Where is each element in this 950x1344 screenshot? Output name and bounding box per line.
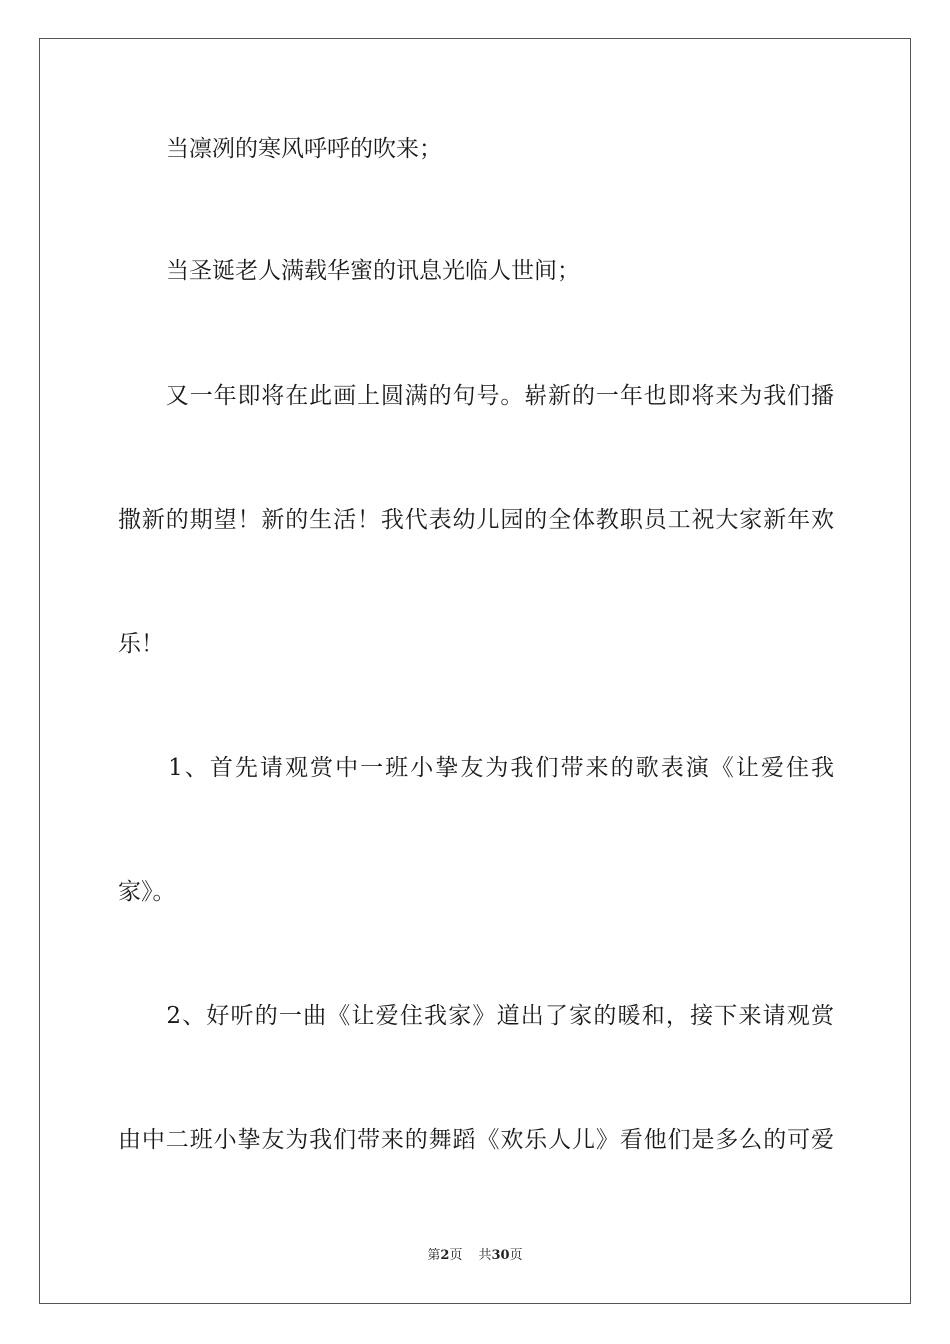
line-text: 乐！ <box>118 631 164 657</box>
line-text: 当圣诞老人满载华蜜的讯息光临人世间； <box>166 258 580 284</box>
paragraph-line-9 <box>118 1126 834 1154</box>
paragraph-line-8 <box>118 1002 834 1030</box>
total-prefix: 共 <box>478 1248 492 1263</box>
page-prefix: 第 <box>427 1248 441 1263</box>
paragraph-line-4 <box>118 506 834 534</box>
paragraph-line-5 <box>118 630 834 658</box>
paragraph-line-3 <box>118 382 834 410</box>
line-text: 又一年即将在此画上圆满的句号。崭新的一年也即将来为我们播 <box>118 383 834 409</box>
page-border <box>39 38 911 1304</box>
total-suffix: 页 <box>509 1248 523 1263</box>
line-text: 2、好听的一曲《让爱住我家》道出了家的暖和，接下来请观赏 <box>118 1003 834 1029</box>
line-text: 撒新的期望！新的生活！我代表幼儿园的全体教职员工祝大家新年欢 <box>118 507 834 533</box>
page-suffix: 页 <box>449 1248 463 1263</box>
page-footer <box>0 1247 950 1265</box>
paragraph-line-2 <box>118 257 834 285</box>
line-text: 1、首先请观赏中一班小挚友为我们带来的歌表演《让爱住我 <box>118 755 834 781</box>
paragraph-line-7 <box>118 878 834 906</box>
line-text: 由中二班小挚友为我们带来的舞蹈《欢乐人儿》看他们是多么的可爱 <box>118 1127 834 1153</box>
paragraph-line-1 <box>118 135 834 163</box>
paragraph-line-6 <box>118 754 834 782</box>
total-pages: 30 <box>491 1248 510 1263</box>
page-number: 2 <box>440 1248 450 1263</box>
line-text: 家》。 <box>118 879 176 905</box>
line-text: 当凛冽的寒风呼呼的吹来； <box>166 136 442 162</box>
